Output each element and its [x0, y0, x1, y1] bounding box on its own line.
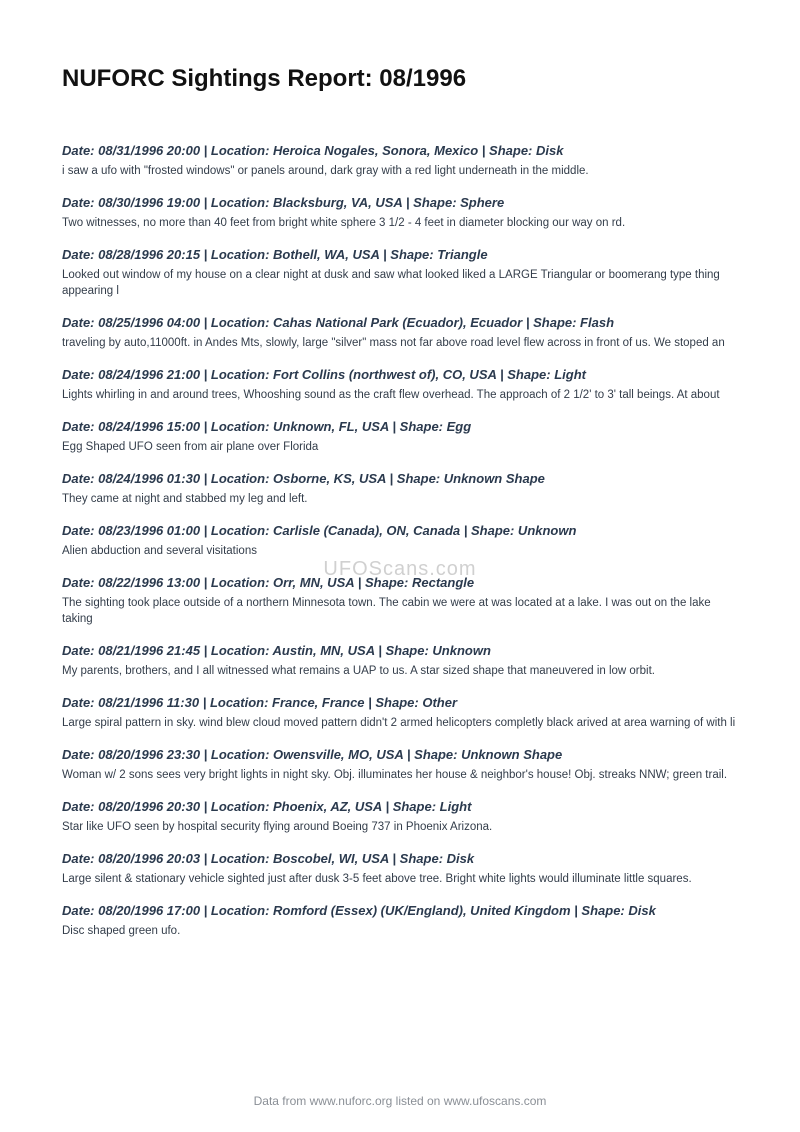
sighting-description: My parents, brothers, and I all witnessed what remains a UAP to us. A star sized shape that maneuvered in low orbit.	[62, 665, 655, 677]
sightings-list	[62, 142, 742, 954]
sighting-description: The sighting took place outside of a northern Minnesota town. The cabin we were at was located at a lake. I was out on the lake taking	[62, 597, 711, 625]
sighting-description: Looked out window of my house on a clear night at dusk and saw what looked liked a LARGE Triangular or boomerang type thing appearing l	[62, 269, 720, 297]
sighting-description: Disc shaped green ufo.	[62, 925, 181, 937]
sighting-entry	[62, 746, 742, 783]
sighting-entry	[62, 314, 742, 351]
sighting-header: Date: 08/21/1996 11:30 | Location: France, France | Shape: Other	[62, 695, 458, 710]
sighting-entry	[62, 418, 742, 455]
sighting-entry	[62, 470, 742, 507]
sighting-header: Date: 08/24/1996 15:00 | Location: Unknown, FL, USA | Shape: Egg	[62, 419, 472, 434]
sighting-description: Large spiral pattern in sky. wind blew cloud moved pattern didn't 2 armed helicopters completly black arived at area warning of with li	[62, 717, 736, 729]
sighting-entry	[62, 246, 742, 299]
sighting-description: Alien abduction and several visitations	[62, 545, 257, 557]
sighting-header: Date: 08/31/1996 20:00 | Location: Heroica Nogales, Sonora, Mexico | Shape: Disk	[62, 143, 564, 158]
sighting-entry	[62, 142, 742, 179]
sighting-header: Date: 08/20/1996 17:00 | Location: Romford (Essex) (UK/England), United Kingdom | Shape: Disk	[62, 903, 656, 918]
sighting-entry	[62, 902, 742, 939]
page-title: NUFORC Sightings Report: 08/1996	[62, 65, 467, 92]
sighting-header: Date: 08/28/1996 20:15 | Location: Bothell, WA, USA | Shape: Triangle	[62, 247, 488, 262]
sighting-header: Date: 08/24/1996 01:30 | Location: Osborne, KS, USA | Shape: Unknown Shape	[62, 471, 545, 486]
sighting-header: Date: 08/20/1996 23:30 | Location: Owensville, MO, USA | Shape: Unknown Shape	[62, 747, 563, 762]
sighting-description: Two witnesses, no more than 40 feet from bright white sphere 3 1/2 - 4 feet in diameter blocking our way on rd.	[62, 217, 626, 229]
footer-credit: Data from www.nuforc.org listed on www.ufoscans.com	[253, 1094, 547, 1108]
sighting-header: Date: 08/30/1996 19:00 | Location: Blacksburg, VA, USA | Shape: Sphere	[62, 195, 505, 210]
sighting-header: Date: 08/23/1996 01:00 | Location: Carlisle (Canada), ON, Canada | Shape: Unknown	[62, 523, 577, 538]
sighting-header: Date: 08/21/1996 21:45 | Location: Austin, MN, USA | Shape: Unknown	[62, 643, 491, 658]
sighting-description: traveling by auto,11000ft. in Andes Mts, slowly, large "silver" mass not far above road level flew across in front of us. We stoped an	[62, 337, 725, 349]
sighting-description: They came at night and stabbed my leg and left.	[62, 493, 308, 505]
sighting-entry	[62, 798, 742, 835]
sighting-description: Large silent & stationary vehicle sighted just after dusk 3-5 feet above tree. Bright white lights would illuminate little squares.	[62, 873, 692, 885]
sighting-header: Date: 08/24/1996 21:00 | Location: Fort Collins (northwest of), CO, USA | Shape: Light	[62, 367, 586, 382]
sighting-description: Star like UFO seen by hospital security flying around Boeing 737 in Phoenix Arizona.	[62, 821, 493, 833]
sighting-description: Lights whirling in and around trees, Whooshing sound as the craft flew overhead. The approach of 2 1/2' to 3' tall beings. At about	[62, 389, 720, 401]
sighting-header: Date: 08/20/1996 20:03 | Location: Boscobel, WI, USA | Shape: Disk	[62, 851, 475, 866]
sighting-header: Date: 08/20/1996 20:30 | Location: Phoenix, AZ, USA | Shape: Light	[62, 799, 472, 814]
sighting-entry	[62, 366, 742, 403]
sighting-entry	[62, 850, 742, 887]
sighting-header: Date: 08/22/1996 13:00 | Location: Orr, MN, USA | Shape: Rectangle	[62, 575, 475, 590]
sighting-entry	[62, 642, 742, 679]
watermark: UFOScans.com	[323, 558, 477, 580]
sighting-entry	[62, 574, 742, 627]
sighting-entry	[62, 694, 742, 731]
sighting-entry	[62, 194, 742, 231]
sighting-description: i saw a ufo with "frosted windows" or panels around, dark gray with a red light underneath in the middle.	[62, 165, 589, 177]
sighting-description: Egg Shaped UFO seen from air plane over Florida	[62, 441, 319, 453]
sighting-description: Woman w/ 2 sons sees very bright lights in night sky. Obj. illuminates her house & neighbor's house! Obj. streaks NNW; green trail.	[62, 769, 728, 781]
sighting-header: Date: 08/25/1996 04:00 | Location: Cahas National Park (Ecuador), Ecuador | Shape: Flash	[62, 315, 615, 330]
sighting-entry	[62, 522, 742, 559]
